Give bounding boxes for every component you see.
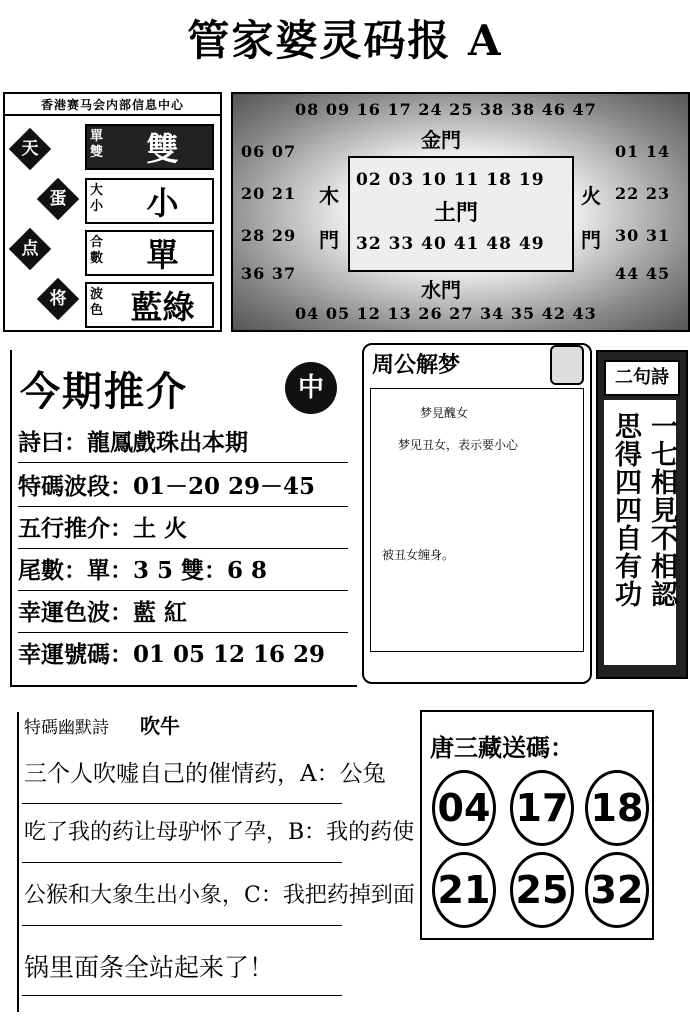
dream-heading: 梦見醜女 <box>420 406 469 420</box>
earth-gate: 土門 <box>434 200 479 226</box>
number-ball: 32 <box>585 852 649 928</box>
divider <box>22 995 342 996</box>
pick-row <box>18 424 348 463</box>
tang-title: 唐三藏送碼： <box>430 733 574 762</box>
row-label: 幸運色波： <box>18 599 133 626</box>
attribute-panel <box>3 92 222 332</box>
cell-label: 大小 <box>90 183 104 214</box>
badge-diamond: 天 <box>9 128 51 170</box>
number-ball: 17 <box>510 770 574 846</box>
odd-even-cell <box>85 124 214 170</box>
fire-label: 火 <box>581 184 601 208</box>
top-numbers: 08 09 16 17 24 25 38 38 46 47 <box>295 100 597 119</box>
row-value: 01 05 12 16 29 <box>133 641 326 668</box>
poem-column: 一七相見不相認 <box>646 412 677 608</box>
dream-line: 梦见丑女，表示要小心 <box>398 438 519 452</box>
row-label: 五行推介： <box>18 515 133 542</box>
cell-label: 合數 <box>90 235 104 266</box>
left-number: 06 07 <box>241 142 297 161</box>
color-cell <box>85 282 214 328</box>
logo-icon: 中 <box>285 362 337 414</box>
center-top-numbers: 02 03 10 11 18 19 <box>356 170 545 190</box>
number-ball: 04 <box>432 770 496 846</box>
row-value: 龍鳳戲珠出本期 <box>87 429 248 456</box>
center-bottom-numbers: 32 33 40 41 48 49 <box>356 234 545 254</box>
pick-row <box>18 468 348 507</box>
divider <box>5 114 220 116</box>
pick-row <box>18 594 348 633</box>
left-number: 36 37 <box>241 264 297 283</box>
number-ball: 25 <box>510 852 574 928</box>
water-gate: 水門 <box>421 278 461 302</box>
poem-line: 三个人吹嘘自己的催情药，A：公兔 <box>24 761 386 787</box>
fire-gate: 門 <box>581 228 601 252</box>
divider <box>17 712 19 1012</box>
monk-icon <box>550 345 584 385</box>
cell-value: 藍綠 <box>130 288 195 326</box>
two-line-title: 二句詩 <box>604 360 680 396</box>
bottom-numbers: 04 05 12 13 26 27 34 35 42 43 <box>295 304 597 323</box>
badge-diamond: 蛋 <box>37 178 79 220</box>
pick-row <box>18 510 348 549</box>
pick-title: 今期推介 <box>20 368 188 415</box>
cell-label: 單雙 <box>90 129 104 160</box>
right-number: 01 14 <box>615 142 671 161</box>
row-value: 01－20 29－45 <box>133 473 316 500</box>
five-gates-panel <box>231 92 690 332</box>
cell-value: 單 <box>146 236 179 274</box>
wood-label: 木 <box>319 184 339 208</box>
number-ball: 18 <box>585 770 649 846</box>
cell-label: 波色 <box>90 287 104 318</box>
right-number: 44 45 <box>615 264 671 283</box>
pick-row <box>18 636 348 674</box>
earth-gate-box <box>348 156 574 272</box>
pick-row <box>18 552 348 591</box>
page-title: 管家婆灵码报 A <box>187 16 503 65</box>
badge-diamond: 将 <box>37 278 79 320</box>
divider <box>22 925 342 926</box>
row-label: 詩曰： <box>18 429 87 456</box>
sum-cell <box>85 230 214 276</box>
number-ball: 21 <box>432 852 496 928</box>
row-value: 單：3 5 雙：6 8 <box>87 557 268 584</box>
left-number: 28 29 <box>241 226 297 245</box>
poem-line: 锅里面条全站起来了！ <box>24 953 275 982</box>
panel-header: 香港赛马会内部信息中心 <box>40 98 184 112</box>
poem-column: 思得四四自有功 <box>610 412 641 608</box>
right-number: 22 23 <box>615 184 671 203</box>
row-label: 尾數： <box>18 557 87 584</box>
row-label: 特碼波段： <box>18 473 133 500</box>
divider <box>22 862 342 863</box>
cell-value: 雙 <box>146 130 179 168</box>
dream-title: 周公解梦 <box>372 352 461 378</box>
poem-line: 公猴和大象生出小象，C：我把药掉到面 <box>24 883 415 908</box>
right-number: 30 31 <box>615 226 671 245</box>
dream-content <box>370 388 584 652</box>
badge-diamond: 点 <box>9 228 51 270</box>
row-value: 藍 紅 <box>133 599 188 626</box>
left-number: 20 21 <box>241 184 297 203</box>
poem-title: 吹牛 <box>140 714 180 738</box>
divider <box>22 803 342 804</box>
gold-gate: 金門 <box>421 128 461 152</box>
poem-line: 吃了我的药让母驴怀了孕，B：我的药使 <box>24 820 415 845</box>
dream-line: 被丑女缠身。 <box>382 548 455 562</box>
row-value: 土 火 <box>133 515 188 542</box>
cell-value: 小 <box>146 184 179 222</box>
row-label: 幸運號碼： <box>18 641 133 668</box>
wood-gate: 門 <box>319 228 339 252</box>
size-cell <box>85 178 214 224</box>
poem-label: 特碼幽默詩 <box>24 718 109 738</box>
